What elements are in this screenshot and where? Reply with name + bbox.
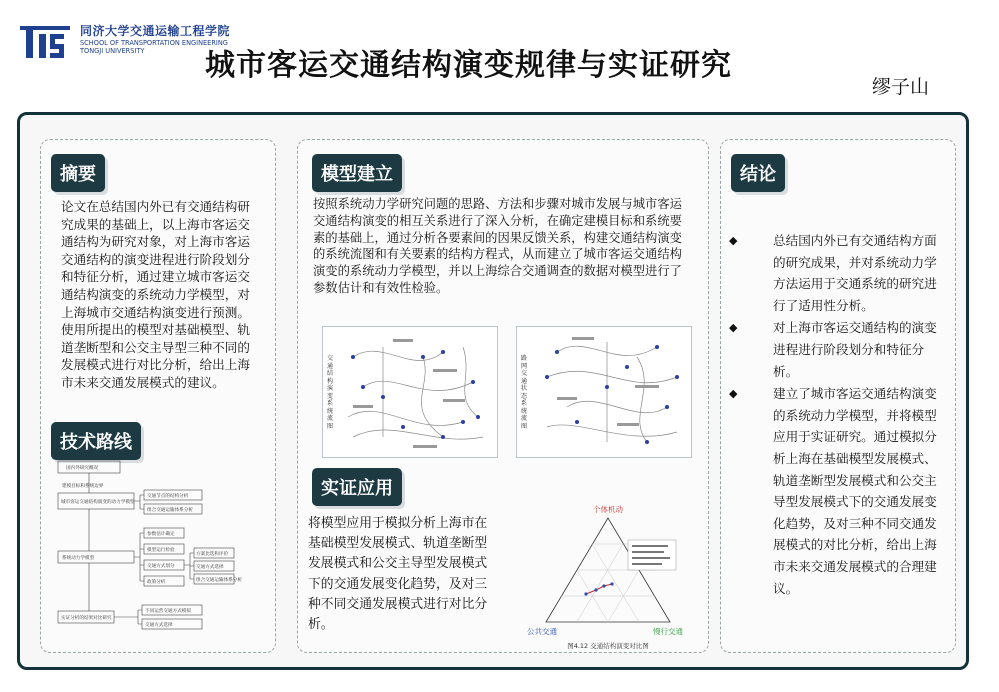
flow-label: 组合交通运输体系分析 — [147, 508, 193, 513]
system-flow-diagram-2 — [516, 326, 692, 458]
poster-title: 城市客运交通结构演变规律与实证研究 — [205, 48, 732, 83]
flow-label: 建模目标和系统边界 — [62, 484, 104, 489]
flow-label: 交通方式选择 — [196, 565, 224, 570]
bullet-diamond-icon: ◆ — [729, 321, 738, 335]
conclusion-item-text: 建立了城市客运交通结构演变的系统动力学模型，并将模型应用于实证研究。通过模拟分析上海在基础模型发展模式、轨道垄断型发展模式和公交主导型发展模式下的交通发展变化趋势，及对三种不同交通发展模式的对比分析，给出上海市未来交通发展模式的合理建议。 — [773, 386, 937, 596]
ternary-chart — [516, 502, 684, 652]
flow-label: 国内外研究概况 — [66, 466, 99, 471]
abstract-heading: 摘要 — [51, 154, 105, 192]
institution-name-cn: 同济大学交通运输工程学院 — [80, 24, 231, 38]
conclusion-item — [729, 317, 943, 382]
ternary-right-label: 慢行交通 — [653, 627, 683, 636]
flow-diagram-2-graphic — [517, 327, 691, 457]
system-flow-diagram-2-caption: 路网交通状态系统流图 — [521, 355, 528, 430]
flow-label: 交通方式划分 — [147, 564, 175, 569]
conclusion-item — [729, 230, 943, 316]
flow-label: 模型运行检验 — [147, 548, 175, 553]
institution-name-en-line2: TONGJI UNIVERSITY — [80, 47, 145, 55]
tech-route-heading: 技术路线 — [51, 422, 141, 460]
tongji-logo-icon — [20, 20, 70, 64]
middle-panel — [297, 139, 709, 653]
flow-label: 系统动力学模型 — [62, 556, 95, 561]
flow-label: 组合交通运输体系分析 — [196, 578, 242, 583]
model-heading: 模型建立 — [312, 154, 402, 192]
model-text: 按照系统动力学研究问题的思路、方法和步骤对城市发展与城市客运交通结构演变的相互关系进行了深入分析，在确定建模目标和系统要素的基础上，通过分析各要素间的因果反馈关系，构建交通结构演变的系统流图和有关要素的结构方程式，从而建立了城市客运交通结构演变的系统动力学模型，并以上海综合交通调查的数据对模型进行了参数估计和有效性检验。 — [313, 197, 682, 295]
empirical-heading: 实证应用 — [312, 468, 402, 506]
flow-label: 政策分析 — [147, 580, 166, 585]
flow-label: 交通节点的结构分析 — [147, 494, 189, 499]
ternary-left-label: 公共交通 — [527, 627, 557, 636]
conclusion-item-text: 总结国内外已有交通结构方面的研究成果，并对系统动力学方法运用于交通系统的研究进行了适用性分析。 — [773, 233, 937, 313]
ternary-top-label: 个体机动 — [593, 505, 623, 514]
abstract-text: 论文在总结国内外已有交通结构研究成果的基础上，以上海市客运交通结构为研究对象，对上海市客运交通结构的演变进程进行阶段划分和特征分析，通过建立城市客运交通结构演变的系统动力学模型，对上海城市交通结构演变进行预测。使用所提出的模型对基础模型、轨道垄断型和公交主导型三种不同的发展模式进行对比分析，给出上海市未来交通发展模式的建议。 — [61, 199, 250, 390]
flow-diagram-1-graphic — [323, 327, 497, 457]
conclusion-item — [729, 383, 943, 599]
flow-label: 方案比选和评价 — [196, 552, 229, 557]
flow-label: 参数估计确定 — [147, 532, 175, 537]
author-name: 缪子山 — [872, 76, 930, 98]
institution-name-en-line1: SCHOOL OF TRANSPORTATION ENGINEERING — [80, 39, 228, 47]
bullet-diamond-icon: ◆ — [729, 387, 738, 401]
flow-label: 交通方式选择 — [145, 623, 173, 628]
conclusion-heading: 结论 — [731, 154, 785, 192]
system-flow-diagram-1-caption: 交通结构演变系统流图 — [327, 355, 334, 430]
tech-route-flowchart — [44, 457, 242, 635]
system-flow-diagram-1 — [322, 326, 498, 458]
empirical-text: 将模型应用于模拟分析上海市在基础模型发展模式、轨道垄断型发展模式和公交主导型发展模式下的交通发展变化趋势，及对三种不同交通发展模式进行对比分析。 — [308, 516, 488, 633]
flow-label: 实证分析的结果对比研究 — [61, 616, 112, 621]
right-panel — [720, 139, 956, 653]
ternary-caption: 图4.12 交通结构演变对比图 — [567, 642, 649, 650]
bullet-diamond-icon: ◆ — [729, 234, 738, 247]
flow-label: 不同运营交通方式模拟 — [145, 609, 191, 614]
conclusion-list — [729, 230, 943, 600]
conclusion-item-text: 对上海市客运交通结构的演变进程进行阶段划分和特征分析。 — [773, 320, 937, 379]
flow-label: 城市客运交通结构演变的动力学模型 — [61, 500, 135, 505]
